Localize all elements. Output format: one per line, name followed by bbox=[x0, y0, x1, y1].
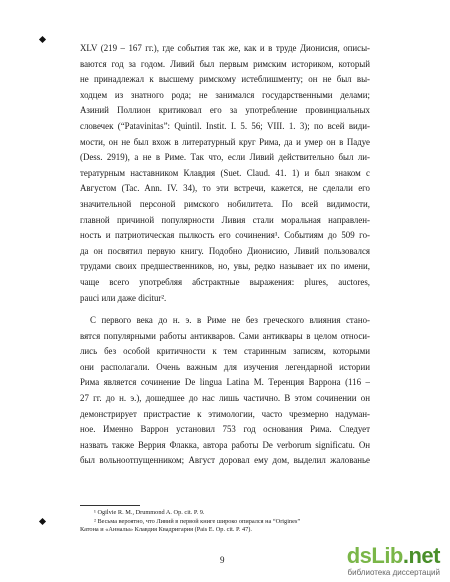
footnote-2: ² Весьма вероятно, что Ливий в первой книге широко опирался на “Origines” bbox=[94, 517, 301, 525]
footnote-separator bbox=[80, 505, 140, 506]
text-line: был вольноотпущенником; Август доровал ему дом, выделил жалованье bbox=[80, 455, 370, 466]
watermark-subtitle: библиотека диссертаций bbox=[347, 568, 440, 577]
text-line: не принадлежал к высшему римскому истеблишменту; он не был вы- bbox=[80, 74, 370, 85]
text-line: лись без особой критичности к тем старинным записям, которыми bbox=[80, 346, 370, 357]
footnote-1: ¹ Ogilvie R. M., Drummond A. Op. cit. P. 9. bbox=[94, 509, 205, 516]
text-line: ность и патриотическая пылкость его сочинения¹. Событиям до 509 го- bbox=[80, 230, 370, 241]
footnotes bbox=[80, 509, 370, 535]
left-margin-bullet-top bbox=[39, 36, 46, 43]
text-line: ходцем из знатного рода; не занимался государственными делами; bbox=[80, 89, 370, 100]
text-line: назвать также Веррия Флакка, автора работы De verborum significatu. Он bbox=[80, 439, 370, 450]
paragraph-start-line: С первого века до н. э. в Риме не без греческого влияния стано- bbox=[90, 315, 370, 326]
text-line: 27 гг. до н. э.), дошедшее до нас лишь частично. В этом сочинении он bbox=[80, 393, 370, 404]
dslib-watermark bbox=[347, 544, 440, 578]
watermark-logo: dsLib.net bbox=[346, 543, 440, 568]
text-line: значительной персоной римского нобилитета. По всей видимости, bbox=[80, 198, 370, 209]
text-line: вятся популярными работы антикваров. Сами антиквары в целом относи- bbox=[80, 330, 370, 341]
text-line: (Dess. 2919), а не в Риме. Так что, если Ливий действительно был ли- bbox=[80, 152, 370, 163]
text-line: главной причиной популярности Ливия стали моральная направлен- bbox=[80, 214, 370, 225]
text-line: Рима является сочинение De lingua Latina М. Теренция Варрона (116 – bbox=[80, 377, 370, 388]
text-line: да он посвятил первую книгу. Подобно Дионисию, Ливий пользовался bbox=[80, 245, 370, 256]
text-line: тературным наставником Клавдия (Suet. Claud. 41. 1) и был знаком с bbox=[80, 167, 370, 178]
left-margin-bullet-bottom bbox=[39, 518, 46, 525]
text-line: трудами своих предшественников, но, увы, редко называет их по имени, bbox=[80, 261, 370, 272]
text-line: pauci или даже dicitur². bbox=[80, 292, 167, 303]
text-line: ваются год за годом. Ливий был первым римским историком, который bbox=[80, 58, 370, 69]
text-line: демонстрирует пристрастие к этимологии, часто чрезмерно надуман- bbox=[80, 408, 370, 419]
text-line: Августом (Tac. Ann. IV. 34), то эти встречи, кажется, не сделали его bbox=[80, 183, 370, 194]
footnote-2-continued: Катона и «Анналы» Клавдия Квадригария (Pais E. Op. cit. P. 47). bbox=[80, 526, 252, 534]
text-line: XLV (219 – 167 гг.), где события так же, как и в труде Дионисия, описы- bbox=[80, 43, 370, 53]
text-line: словечек (“Patavinitas”: Quintil. Instit. I. 5. 56; VIII. 1. 3); по всей види- bbox=[80, 120, 370, 131]
page-number: 9 bbox=[220, 555, 225, 565]
text-line: ное. Именно Варрон установил 753 год основания Рима. Следует bbox=[80, 424, 370, 435]
text-line: Азиний Поллион критиковал его за употребление провинциальных bbox=[80, 105, 370, 116]
text-line: они располагали. Очень важным для изучения легендарной истории bbox=[80, 361, 370, 372]
text-line: чаще всего употребляя абстрактные выражения: plures, auctores, bbox=[80, 276, 370, 287]
text-line: мости, он не был вхож в литературный круг Рима, да и умер он в Падуе bbox=[80, 136, 370, 147]
main-text bbox=[80, 41, 370, 469]
